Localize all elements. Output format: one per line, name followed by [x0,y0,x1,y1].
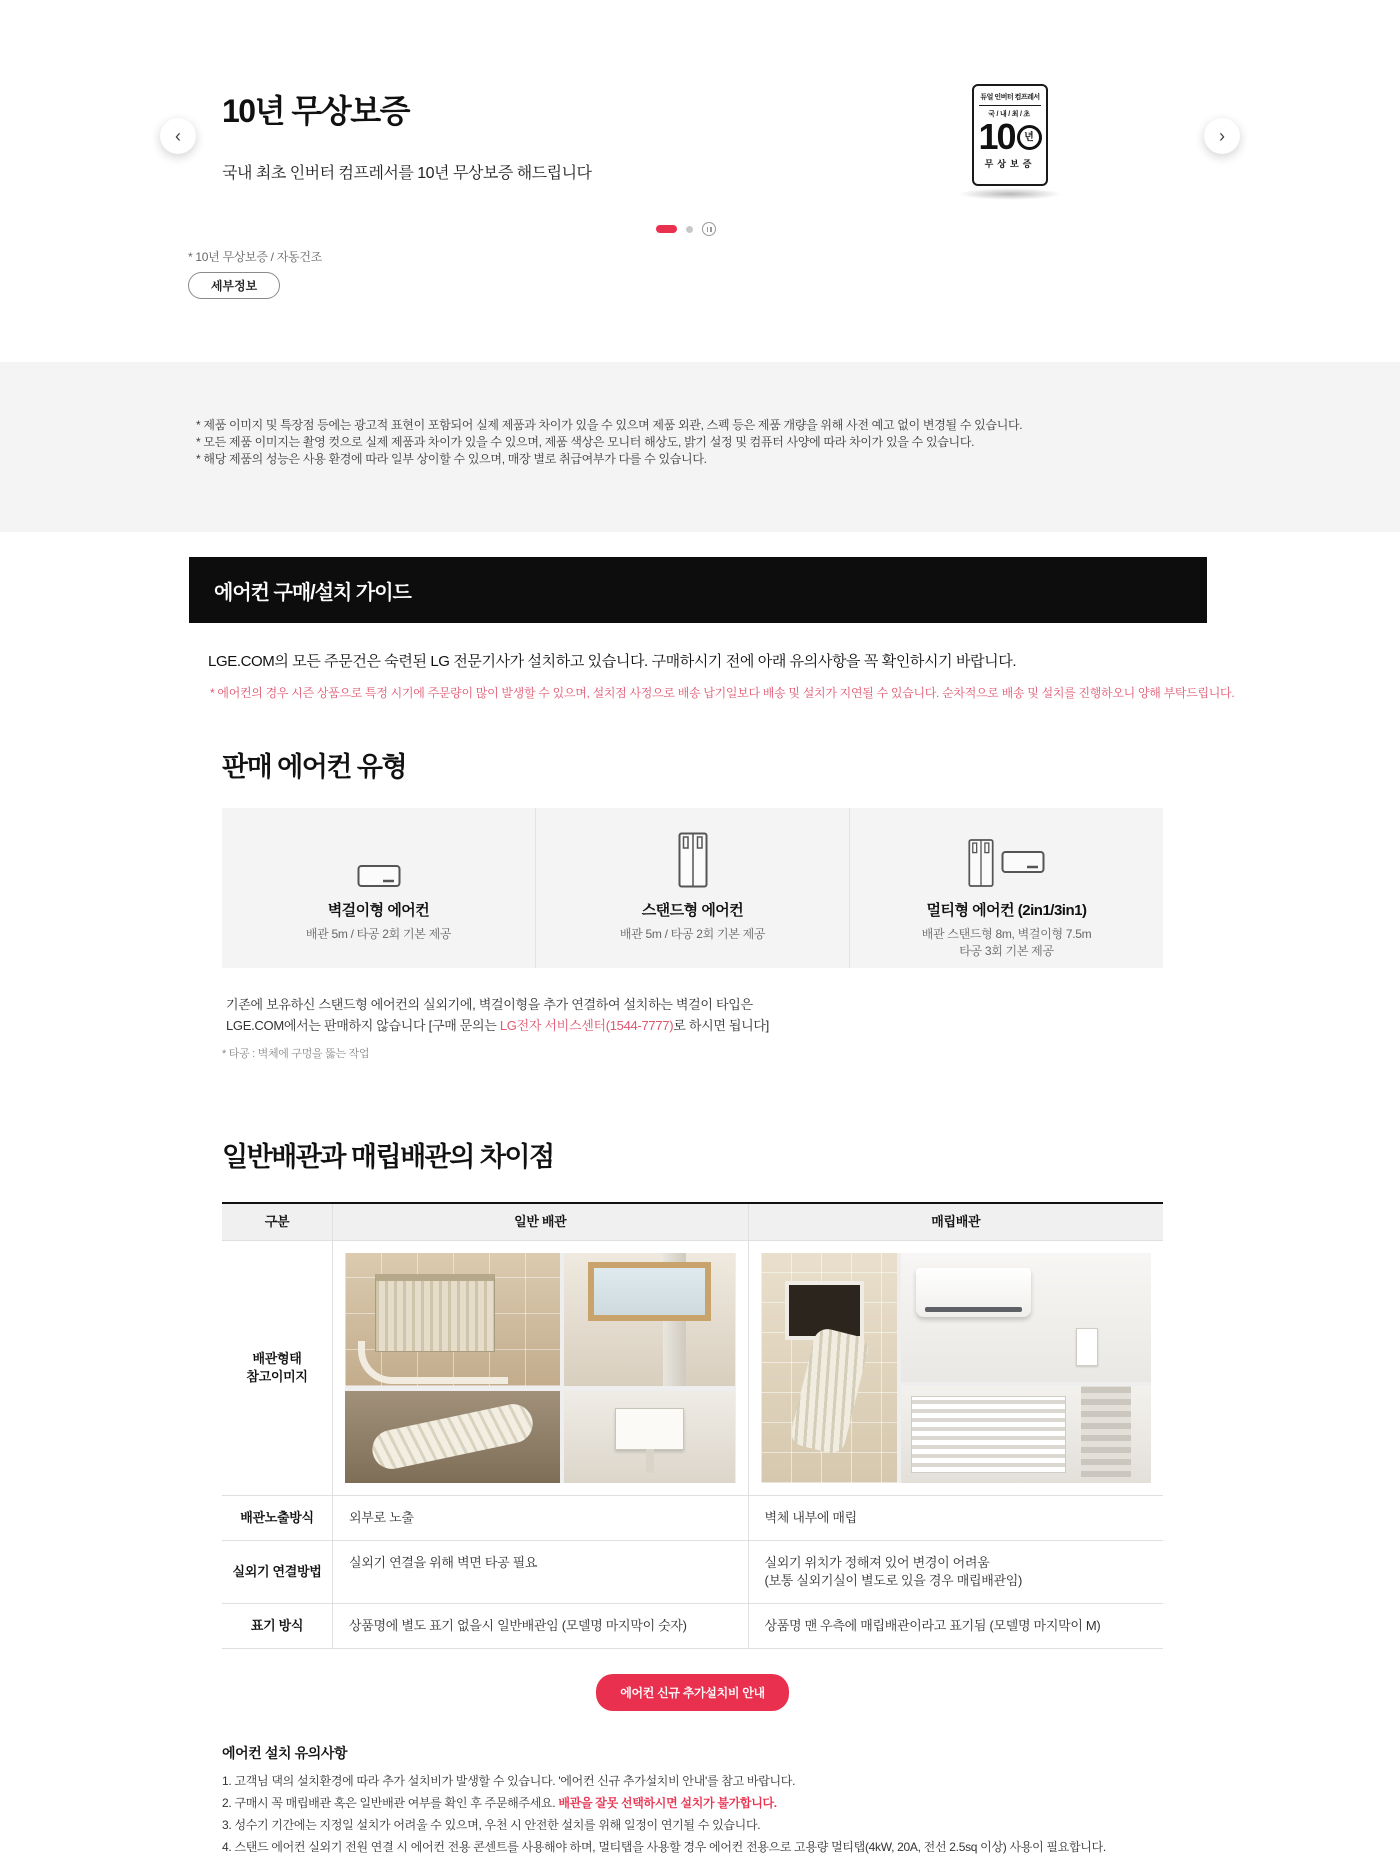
type-name: 스탠드형 에어컨 [641,902,744,919]
section-title-types: 판매 에어컨 유형 [222,752,407,782]
header-cell: 일반 배관 [332,1204,748,1240]
table-row-naming [222,1603,1163,1648]
cell-buried: 벽체 내부에 매립 [748,1496,1164,1540]
stand-ac-icon [968,838,994,888]
normal-pipe-photo-collage [345,1253,736,1483]
pause-icon [707,227,709,232]
cell-normal: 실외기 연결을 위해 벽면 타공 필요 [332,1541,748,1603]
notice-item2-warning: 배관을 잘못 선택하시면 설치가 불가합니다. [558,1796,777,1810]
cell-line: (보통 실외기실이 별도로 있을 경우 매립배관임) [764,1573,1023,1588]
badge-first-label: 국/내/최/초 [988,111,1032,118]
row-label: 표기 방식 [250,1618,304,1633]
hero-carousel [0,0,1400,362]
note-line1: 기존에 보유하신 스탠드형 에어컨의 실외기에, 벽걸이형을 추가 연결하여 설치하는 벽걸이 타입은 [226,997,753,1012]
carousel-pause-button[interactable] [702,222,716,236]
carousel-indicators [656,222,716,236]
wall-ac-icon [1001,850,1045,874]
guide-title-bar [189,557,1207,623]
guide-title: 에어컨 구매/설치 가이드 [214,581,411,604]
wall-ac-icon [357,864,401,888]
hero-subtitle: 국내 최초 인버터 컴프레서를 10년 무상보증 해드립니다 [222,165,592,182]
wall-outlet-photo [564,1391,736,1483]
disclaimer-line: * 해당 제품의 성능은 사용 환경에 따라 일부 상이할 수 있으며, 매장 별로 취급여부가 다를 수 있습니다. [196,452,707,466]
notice-item: 4. 스탠드 에어컨 실외기 전원 연결 시 에어컨 전용 콘센트를 사용해야 하며, 멀티탭을 사용할 경우 에어컨 전용으로 고용량 멀티탭(4kW, 20A, 전선 2.5sq 이상) 사용이 필요합니다. [222,1840,1106,1854]
cell-buried: 상품명 맨 우측에 매립배관이라고 표기됨 (모델명 마지막이 M) [748,1604,1164,1648]
note-line2-post: 로 하시면 됩니다] [673,1018,769,1033]
row-label: 실외기 연결방법 [232,1564,322,1579]
carousel-next-button[interactable] [1204,118,1240,154]
type-desc: 배관 스탠드형 8m, 벽걸이형 7.5m [921,927,1092,941]
badge-number: 10 [978,116,1015,157]
type-card-wall [222,808,535,968]
types-note [226,994,1400,1036]
section-title-pipes: 일반배관과 매립배관의 차이점 [222,1142,554,1172]
product-disclaimer-band [0,362,1400,532]
row-label-line: 참고이미지 [246,1369,308,1384]
cell-line: 실외기 위치가 정해져 있어 변경이 어려움 [764,1555,990,1570]
table-row-connection [222,1540,1163,1603]
grille-closeup-photo [901,1386,1151,1483]
row-label [222,1241,332,1495]
pause-icon [710,227,712,232]
carousel-prev-button[interactable] [160,118,196,154]
row-label-line: 배관형태 [252,1351,302,1366]
chevron-left-icon: ‹ [175,125,181,146]
warranty-badge [972,84,1048,186]
ac-types-box [222,808,1163,968]
header-cell: 구분 [264,1214,290,1229]
badge-year-circle: 년 [1017,125,1042,150]
hero-footnote: * 10년 무상보증 / 자동건조 [188,250,322,264]
disclaimer-line: * 모든 제품 이미지는 촬영 컷으로 실제 제품과 차이가 있을 수 있으며, 제품 색상은 모니터 해상도, 밝기 설정 및 컴퓨터 사양에 따라 차이가 있을 수 있습니다. [196,435,975,449]
cell-normal: 외부로 노출 [332,1496,748,1540]
notice-item [222,1795,1212,1811]
badge-ten-years [974,116,1046,157]
hose-closeup-photo [345,1391,560,1483]
cell-normal: 상품명에 별도 표기 없을시 일반배관임 (모델명 마지막이 숫자) [332,1604,748,1648]
guide-warning: * 에어컨의 경우 시즌 상품으로 특정 시기에 주문량이 많이 발생할 수 있으며, 설치점 사정으로 배송 납기일보다 배송 및 설치가 지연될 수 있습니다. 순차적으로 배송 및 설치를 진행하오니 양해 부탁드립니다. [210,686,1235,700]
type-desc: 타공 3회 기본 제공 [959,944,1054,958]
wall-hatch-photo [761,1253,898,1483]
note-line2-pre: LGE.COM에서는 판매하지 않습니다 [구매 문의는 [226,1018,500,1033]
pipe-comparison-table [222,1202,1163,1649]
window-pipe-photo [564,1253,736,1386]
type-card-stand [535,808,849,968]
chevron-right-icon: › [1219,125,1225,146]
buried-pipe-photo-collage [761,1253,1152,1483]
install-notices [222,1743,1212,1855]
wall-ac-photo [901,1253,1151,1382]
type-name: 벽걸이형 에어컨 [327,902,430,919]
badge-shadow [958,188,1062,200]
table-row-images [222,1240,1163,1495]
disclaimer-line: * 제품 이미지 및 특장점 등에는 광고적 표현이 포함되어 실제 제품과 차이가 있을 수 있으며 제품 외관, 스펙 등은 제품 개량을 위해 사전 예고 없이 변경될 수 있습니다. [196,418,1023,432]
badge-compressor-label: 듀얼 인버터 컴프레서 [979,92,1041,106]
notice-item: 3. 성수기 기간에는 지정일 설치가 어려울 수 있으며, 우천 시 안전한 설치를 위해 일정이 연기될 수 있습니다. [222,1818,761,1832]
type-desc: 배관 5m / 타공 2회 기본 제공 [305,927,452,941]
install-fee-guide-button[interactable]: 에어컨 신규 추가설치비 안내 [596,1674,789,1711]
guide-intro: LGE.COM의 모든 주문건은 숙련된 LG 전문기사가 설치하고 있습니다. 구매하시기 전에 아래 유의사항을 꼭 확인하시기 바랍니다. [208,653,1017,670]
service-center-text: LG전자 서비스센터(1544-7777) [499,1018,674,1033]
table-header-row [222,1204,1163,1240]
detail-info-button[interactable]: 세부정보 [188,272,280,299]
drilling-footnote: * 타공 : 벽체에 구멍을 뚫는 작업 [222,1048,370,1060]
badge-warranty-label: 무상보증 [984,159,1036,169]
notice-item: 1. 고객님 댁의 설치환경에 따라 추가 설치비가 발생할 수 있습니다. '에어컨 신규 추가설치비 안내'를 참고 바랍니다. [222,1774,796,1788]
type-card-multi [849,808,1163,968]
type-desc: 배관 5m / 타공 2회 기본 제공 [619,927,766,941]
header-cell: 매립배관 [748,1204,1164,1240]
outdoor-unit-photo [345,1253,560,1386]
notices-heading: 에어컨 설치 유의사항 [222,1745,348,1761]
carousel-dot[interactable] [686,226,693,233]
notice-item2-pre: 2. 구매시 꼭 매립배관 혹은 일반배관 여부를 확인 후 주문해주세요. [222,1796,559,1810]
stand-ac-icon [678,832,708,888]
table-row-exposure [222,1495,1163,1540]
hero-title: 10년 무상보증 [222,93,410,129]
type-name: 멀티형 에어컨 (2in1/3in1) [926,902,1087,919]
carousel-dot-active[interactable] [656,225,677,233]
cell-buried [748,1541,1164,1603]
row-label: 배관노출방식 [240,1510,314,1525]
